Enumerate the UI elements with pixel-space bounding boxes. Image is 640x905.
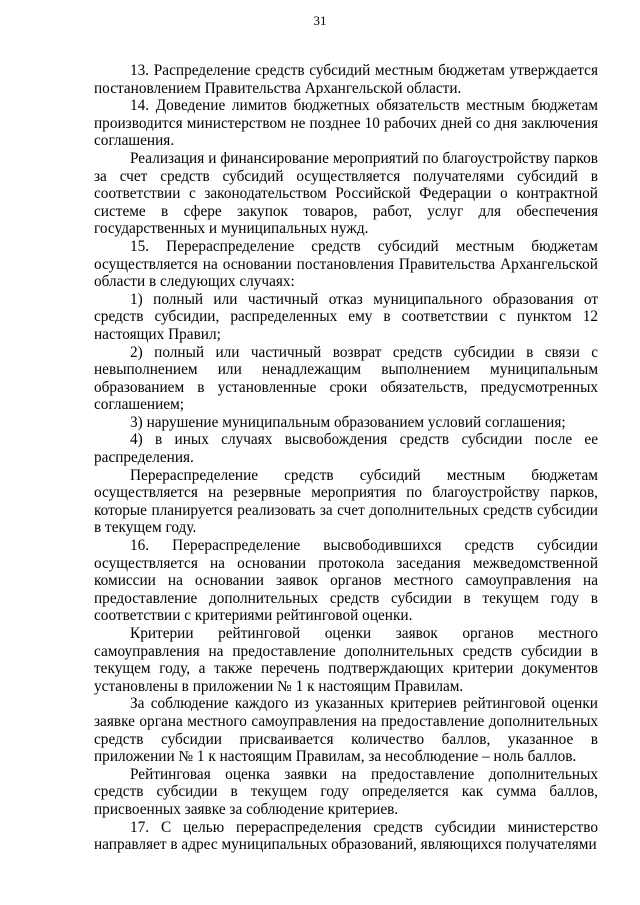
paragraph: 14. Доведение лимитов бюджетных обязательств местным бюджетам производится министерством не позднее 10 рабочих дней со дня заключения соглашения. — [94, 97, 598, 150]
page-number: 31 — [313, 13, 327, 28]
paragraph: 13. Распределение средств субсидий местным бюджетам утверждается постановлением Правительства Архангельской области. — [94, 62, 598, 97]
list-item: 2) полный или частичный возврат средств субсидии в связи с невыполнением или ненадлежащим выполнением муниципальным образованием в установленные сроки обязательств, предусмотренных соглашением; — [94, 343, 598, 414]
paragraph: Рейтинговая оценка заявки на предоставление дополнительных средств субсидии в текущем году определяется как сумма баллов, присвоенных заявке за соблюдение критериев. — [94, 765, 598, 818]
paragraph: За соблюдение каждого из указанных критериев рейтинговой оценки заявке органа местного самоуправления на предоставление дополнительных средств субсидии присваивается количество баллов, указанное в приложении № 1 к настоящим Правилам, за несоблюдение – ноль баллов. — [94, 695, 598, 766]
paragraph: Критерии рейтинговой оценки заявок органов местного самоуправления на предоставление дополнительных средств субсидии в текущем году, а также перечень подтверждающих критерии документов установлены в приложении № 1 к настоящим Правилам. — [94, 625, 598, 695]
paragraph: 17. С целью перераспределения средств субсидии министерство направляет в адрес муниципальных образований, являющихся получателями — [94, 818, 598, 854]
list-item: 1) полный или частичный отказ муниципального образования от средств субсидии, распределенных ему в соответствии с пунктом 12 настоящих Правил; — [94, 290, 598, 343]
list-item: 4) в иных случаях высвобождения средств субсидии после ее распределения. — [94, 431, 598, 467]
paragraph: Реализация и финансирование мероприятий по благоустройству парков за счет средств субсидий осуществляется получателями субсидий в соответствии с законодательством Российской Федерации о контрактной системе в сфере закупок товаров, работ, услуг для обеспечения государственных и муниципальных нужд. — [94, 149, 598, 238]
paragraph: Перераспределение средств субсидий местным бюджетам осуществляется на резервные мероприятия по благоустройству парков, которые планируется реализовать за счет дополнительных средств субсидии в текущем году. — [94, 466, 598, 537]
paragraph: 15. Перераспределение средств субсидий местным бюджетам осуществляется на основании постановления Правительства Архангельской области в следующих случаях: — [94, 237, 598, 291]
list-item: 3) нарушение муниципальным образованием условий соглашения; — [130, 413, 566, 431]
document-body — [94, 62, 598, 854]
paragraph: 16. Перераспределение высвободившихся средств субсидии осуществляется на основании протокола заседания межведомственной комиссии на основании заявок органов местного самоуправления на предоставление дополнительных средств субсидии в текущем году в соответствии с критериями рейтинговой оценки. — [94, 537, 598, 625]
